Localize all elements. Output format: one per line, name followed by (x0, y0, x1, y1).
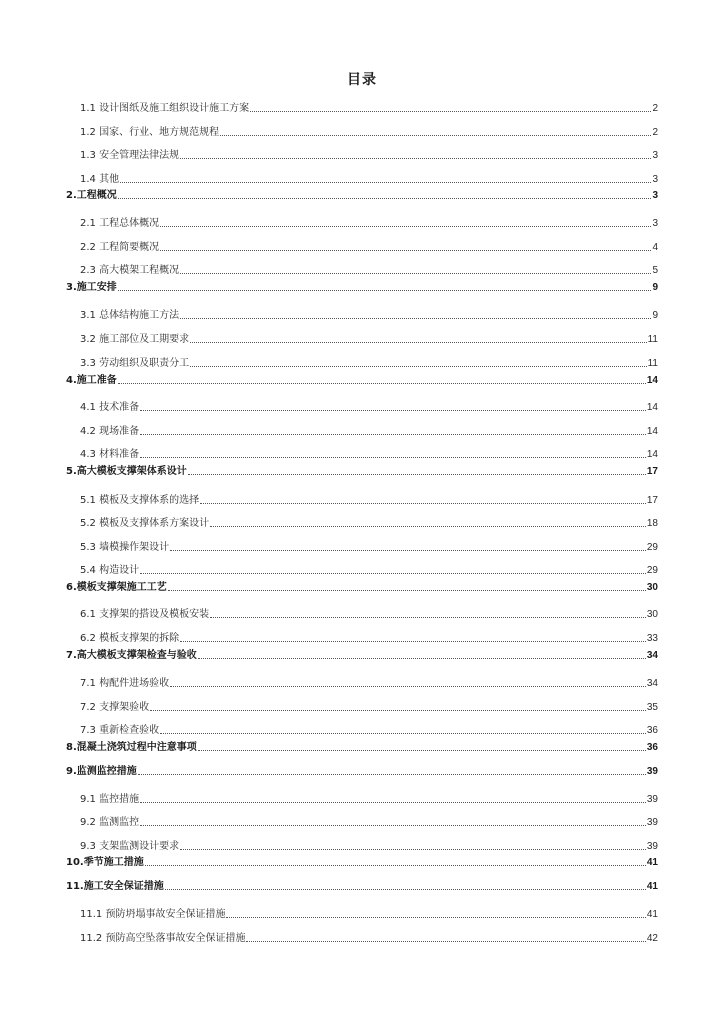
toc-page-number: 39 (646, 817, 658, 828)
dot-leader (118, 198, 652, 199)
toc-section-entry[interactable] (0, 101, 724, 115)
toc-entry-title: 9.3 支架监测设计要求 (80, 841, 180, 852)
toc-entry-title: 5.1 模板及支撑体系的选择 (80, 495, 200, 506)
toc-section-entry[interactable] (0, 723, 724, 737)
toc-entry-title: 7.2 支撑架验收 (80, 702, 150, 713)
toc-page-number: 3 (652, 218, 658, 229)
dot-leader (198, 658, 646, 659)
toc-page-number: 11 (647, 334, 658, 345)
dot-leader (140, 434, 646, 435)
toc-entry-title: 3.3 劳动组织及职责分工 (80, 358, 190, 369)
toc-section-entry[interactable] (0, 216, 724, 230)
toc-entry-title: 1.4 其他 (80, 174, 120, 185)
dot-leader (190, 366, 647, 367)
toc-page-number: 39 (646, 766, 658, 777)
toc-page-number: 34 (646, 678, 658, 689)
dot-leader (160, 226, 651, 227)
toc-section-entry[interactable] (0, 931, 724, 945)
toc-entry-title: 1.2 国家、行业、地方规范规程 (80, 127, 220, 138)
dot-leader (140, 825, 646, 826)
toc-page-number: 30 (646, 582, 658, 593)
toc-page-number: 3 (652, 190, 658, 201)
toc-entry-title: 5.高大模板支撑架体系设计 (66, 466, 187, 477)
dot-leader (170, 686, 646, 687)
toc-chapter-entry[interactable] (0, 373, 724, 387)
toc-page-number: 5 (652, 265, 658, 276)
dot-leader (140, 457, 646, 458)
dot-leader (210, 617, 646, 618)
dot-leader (118, 290, 652, 291)
toc-entry-title: 11.1 预防坍塌事故安全保证措施 (80, 909, 226, 920)
toc-page-number: 29 (646, 542, 658, 553)
toc-entry-title: 9.2 监测监控 (80, 817, 140, 828)
toc-page-number: 14 (646, 449, 658, 460)
toc-section-entry[interactable] (0, 332, 724, 346)
toc-page-number: 35 (646, 702, 658, 713)
toc-entry-title: 4.2 现场准备 (80, 426, 140, 437)
dot-leader (160, 733, 646, 734)
toc-section-entry[interactable] (0, 447, 724, 461)
toc-entry-title: 7.1 构配件进场验收 (80, 678, 170, 689)
toc-entry-title: 7.3 重新检查验收 (80, 725, 160, 736)
dot-leader (180, 318, 651, 319)
toc-chapter-entry[interactable] (0, 580, 724, 594)
toc-entry-title: 5.4 构造设计 (80, 565, 140, 576)
toc-chapter-entry[interactable] (0, 188, 724, 202)
toc-page-number: 41 (646, 857, 658, 868)
toc-section-entry[interactable] (0, 493, 724, 507)
dot-leader (220, 135, 651, 136)
toc-page-number: 18 (646, 518, 658, 529)
toc-entry-title: 4.施工准备 (66, 375, 117, 386)
toc-section-entry[interactable] (0, 676, 724, 690)
toc-entry-title: 2.工程概况 (66, 190, 117, 201)
dot-leader (188, 474, 646, 475)
toc-entry-title: 2.1 工程总体概况 (80, 218, 160, 229)
dot-leader (145, 865, 646, 866)
toc-chapter-entry[interactable] (0, 740, 724, 754)
toc-entry-title: 9.监测监控措施 (66, 766, 137, 777)
toc-section-entry[interactable] (0, 540, 724, 554)
toc-entry-title: 2.2 工程简要概况 (80, 242, 160, 253)
toc-entry-title: 2.3 高大模架工程概况 (80, 265, 180, 276)
toc-chapter-entry[interactable] (0, 764, 724, 778)
toc-page-number: 29 (646, 565, 658, 576)
dot-leader (168, 590, 646, 591)
toc-page-number: 14 (646, 375, 658, 386)
toc-entry-title: 4.3 材料准备 (80, 449, 140, 460)
toc-section-entry[interactable] (0, 240, 724, 254)
dot-leader (226, 917, 645, 918)
toc-entry-title: 3.2 施工部位及工期要求 (80, 334, 190, 345)
toc-page-number: 14 (646, 426, 658, 437)
toc-page-number: 2 (652, 127, 658, 138)
toc-entry-title: 10.季节施工措施 (66, 857, 144, 868)
dot-leader (140, 573, 646, 574)
dot-leader (118, 383, 646, 384)
toc-page-number: 3 (652, 174, 658, 185)
toc-entry-title: 11.2 预防高空坠落事故安全保证措施 (80, 933, 246, 944)
toc-section-entry[interactable] (0, 172, 724, 186)
dot-leader (138, 774, 646, 775)
toc-entry-title: 3.1 总体结构施工方法 (80, 310, 180, 321)
toc-page-number: 17 (646, 466, 658, 477)
dot-leader (198, 750, 646, 751)
toc-entry-title: 6.模板支撑架施工工艺 (66, 582, 167, 593)
toc-page-number: 14 (646, 402, 658, 413)
toc-chapter-entry[interactable] (0, 464, 724, 478)
toc-section-entry[interactable] (0, 424, 724, 438)
toc-page-number: 30 (646, 609, 658, 620)
toc-page-number: 11 (647, 358, 658, 369)
dot-leader (140, 802, 646, 803)
toc-page-number: 41 (646, 881, 658, 892)
dot-leader (180, 273, 651, 274)
toc-page-number: 36 (646, 725, 658, 736)
toc-chapter-entry[interactable] (0, 648, 724, 662)
dot-leader (180, 158, 651, 159)
toc-entry-title: 6.1 支撑架的搭设及模板安装 (80, 609, 210, 620)
dot-leader (190, 342, 647, 343)
toc-chapter-entry[interactable] (0, 879, 724, 893)
toc-page-number: 3 (652, 150, 658, 161)
toc-section-entry[interactable] (0, 792, 724, 806)
toc-section-entry[interactable] (0, 839, 724, 853)
dot-leader (180, 849, 646, 850)
toc-page-number: 41 (646, 909, 658, 920)
dot-leader (246, 941, 645, 942)
toc-page-number: 34 (646, 650, 658, 661)
toc-entry-title: 11.施工安全保证措施 (66, 881, 164, 892)
toc-section-entry[interactable] (0, 148, 724, 162)
toc-entry-title: 8.混凝土浇筑过程中注意事项 (66, 742, 197, 753)
dot-leader (210, 526, 646, 527)
toc-page-number: 9 (652, 282, 658, 293)
toc-section-entry[interactable] (0, 607, 724, 621)
toc-entry-title: 1.1 设计图纸及施工组织设计施工方案 (80, 103, 250, 114)
toc-chapter-entry[interactable] (0, 280, 724, 294)
toc-entry-title: 3.施工安排 (66, 282, 117, 293)
dot-leader (165, 889, 646, 890)
toc-page-number: 39 (646, 794, 658, 805)
toc-entry-title: 9.1 监控措施 (80, 794, 140, 805)
toc-section-entry[interactable] (0, 563, 724, 577)
toc-section-entry[interactable] (0, 516, 724, 530)
dot-leader (140, 410, 646, 411)
toc-section-entry[interactable] (0, 907, 724, 921)
toc-chapter-entry[interactable] (0, 855, 724, 869)
dot-leader (250, 111, 651, 112)
toc-page-number: 9 (652, 310, 658, 321)
dot-leader (120, 182, 651, 183)
toc-section-entry[interactable] (0, 631, 724, 645)
toc-entry-title: 5.2 模板及支撑体系方案设计 (80, 518, 210, 529)
toc-entry-title: 7.高大模板支撑架检查与验收 (66, 650, 197, 661)
toc-entry-title: 6.2 模板支撑架的拆除 (80, 633, 180, 644)
toc-page-number: 4 (652, 242, 658, 253)
toc-entry-title: 4.1 技术准备 (80, 402, 140, 413)
toc-page-number: 39 (646, 841, 658, 852)
toc-section-entry[interactable] (0, 400, 724, 414)
toc-entry-title: 1.3 安全管理法律法规 (80, 150, 180, 161)
toc-entry-title: 5.3 墙模操作架设计 (80, 542, 170, 553)
dot-leader (160, 250, 651, 251)
toc-section-entry[interactable] (0, 700, 724, 714)
toc-page-number: 17 (646, 495, 658, 506)
dot-leader (150, 710, 646, 711)
toc-section-entry[interactable] (0, 308, 724, 322)
toc-section-entry[interactable] (0, 263, 724, 277)
toc-page-number: 42 (646, 933, 658, 944)
toc-section-entry[interactable] (0, 815, 724, 829)
toc-page-number: 36 (646, 742, 658, 753)
toc-section-entry[interactable] (0, 125, 724, 139)
toc-page-number: 33 (646, 633, 658, 644)
dot-leader (200, 503, 646, 504)
toc-page-number: 2 (652, 103, 658, 114)
dot-leader (180, 641, 646, 642)
toc-section-entry[interactable] (0, 356, 724, 370)
page-title: 目录 (347, 72, 377, 88)
dot-leader (170, 550, 646, 551)
